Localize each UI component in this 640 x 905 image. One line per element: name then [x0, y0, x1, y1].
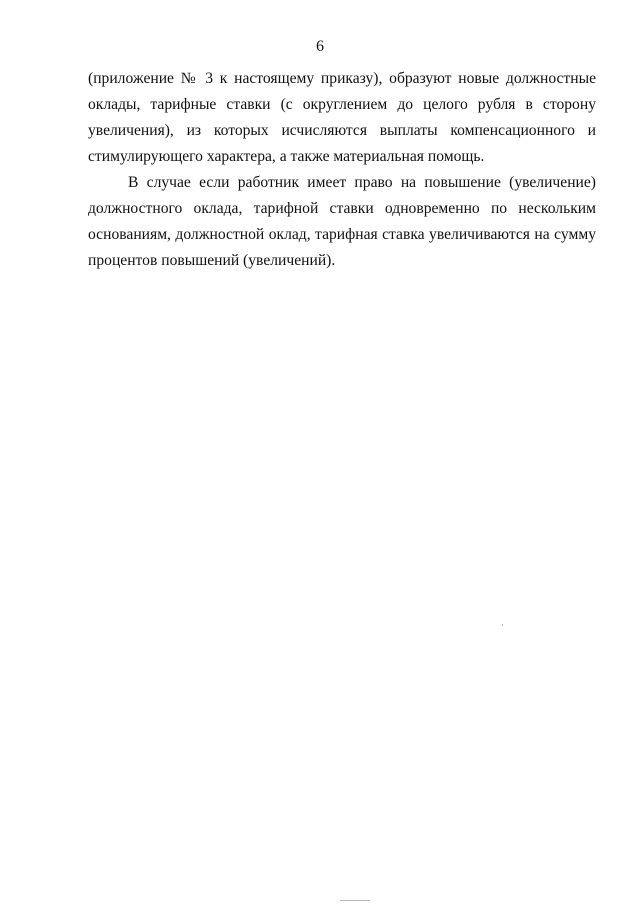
- paragraph-salary-increase: [88, 170, 596, 274]
- text-line: оклады, тарифные ставки (с округлением до целого рубля в сторону: [88, 96, 596, 113]
- scan-speck: [340, 900, 370, 901]
- text-line: В случае если работник имеет право на повышение (увеличение): [128, 174, 596, 191]
- paragraph-continuation: [88, 66, 596, 170]
- text-line: увеличения), из которых исчисляются выплаты компенсационного и: [88, 122, 596, 139]
- text-line: стимулирующего характера, а также материальная помощь.: [88, 148, 485, 165]
- text-line: должностного оклада, тарифной ставки одновременно по нескольким: [88, 200, 596, 217]
- text-line: процентов повышений (увеличений).: [88, 252, 336, 269]
- document-body: [88, 66, 596, 274]
- text-line: основаниям, должностной оклад, тарифная ставка увеличиваются на сумму: [88, 226, 596, 243]
- page-number: 6: [316, 38, 324, 55]
- scan-speck: [502, 624, 503, 626]
- text-line: (приложение № 3 к настоящему приказу), образуют новые должностные: [88, 70, 596, 87]
